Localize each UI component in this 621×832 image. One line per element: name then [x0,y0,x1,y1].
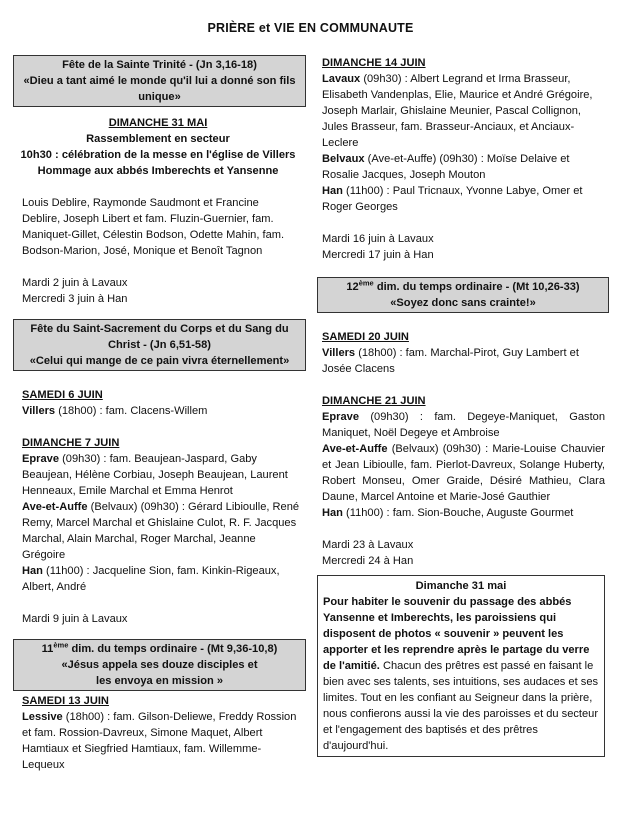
june14-heading: DIMANCHE 14 JUIN [322,57,426,69]
ord11-title [18,641,301,657]
june21-place-3: Han [322,507,343,519]
june21-text-3: (11h00) : fam. Sion-Bouche, Auguste Gourmet [342,507,574,519]
june14-extra2: Mercredi 17 juin à Han [322,249,434,261]
corpus-title: Fête du Saint-Sacrement du Corps et du Sang du Christ - (Jn 6,51-58) [30,323,289,351]
june21-extra1: Mardi 23 à Lavaux [322,539,414,551]
notice-body [323,594,599,754]
june14-text-3: (11h00) : Paul Tricnaux, Yvonne Labye, Omer et Roger Georges [322,185,583,213]
june7-text-1: (09h30) : fam. Beaujean-Jaspard, Gaby Beaujean, Hélène Corbiau, Joseph Beaujean, Laurent Henneaux, Emile Marchal et Emma Henrot [22,453,288,497]
june6-mass [22,403,300,419]
june13-mass [22,709,300,773]
june21-place-2: Ave-et-Auffe [322,443,388,455]
june21-text-1: (09h30) : fam. Degeye-Maniquet, Gaston Maniquet, Noël Degeye et Ambroise [322,411,605,439]
june14-mass-2 [322,151,605,183]
june21-heading: DIMANCHE 21 JUIN [322,395,426,407]
may31-intentions: Louis Deblire, Raymonde Saudmont et Francine Deblire, Joseph Libert et fam. Fluzin-Guernier, fam. Maniquet-Gillet, Célestin Bodson, Odette Mahin, fam. Bodson-Marion, José, Monique et Benoît Tagnon [22,197,285,257]
june20-mass [322,345,605,377]
memorial-notice-box [317,575,605,757]
june14-place-3: Han [322,185,343,197]
ord11-quote-2: les envoya en mission » [95,675,224,687]
ord12-sup: ème [358,278,374,288]
june21-mass-3 [322,505,605,521]
ord12-rest: dim. du temps ordinaire - (Mt 10,26-33) [373,281,580,293]
june13-text: (18h00) : fam. Gilson-Deliewe, Freddy Rossion et fam. Rossion-Davreux, Simone Maquet, Albert Hamtiaux et Siegfried Hamtiaux, fam. Willemme-Lequeux [22,711,297,771]
june14-extra1: Mardi 16 juin à Lavaux [322,233,434,245]
june7-mass-2 [22,499,300,563]
june7-mass-3 [22,563,300,595]
trinity-title: Fête de la Sainte Trinité - (Jn 3,16-18) [62,59,257,71]
june21-extra2: Mercredi 24 à Han [322,555,414,567]
left-column [16,53,300,773]
trinity-quote: «Dieu a tant aimé le monde qu'il lui a donné son fils unique» [23,75,296,103]
june6-place: Villers [22,405,56,417]
june7-text-2: (Belvaux) (09h30) : Gérard Libioulle, René Remy, Marcel Marchal et Ghislaine Culot, R. F. Jacques Marchal, Alain Marchal, Roger Marchal, Jeanne Grégoire [22,501,300,561]
may31-heading: DIMANCHE 31 MAI [108,117,208,129]
june14-place-2: Belvaux [322,153,365,165]
june7-extra1: Mardi 9 juin à Lavaux [22,613,128,625]
june21-text-2: (Belvaux) (09h30) : Marie-Louise Chauvier et Jean Libioulle, fam. Pierlot-Davreux, Solange Huberty, Robert Monseu, Omer Graide, Désiré Mathieu, Clara Daune, Marcel Antoine et Marie-José Gauthier [322,443,605,503]
june21-place-1: Eprave [322,411,360,423]
ord11-num: 11 [41,643,54,655]
ord11-rest: dim. du temps ordinaire - (Mt 9,36-10,8) [68,643,278,655]
notice-bold-text: Pour habiter le souvenir du passage des abbés Yansenne et Imberechts, les paroissiens qui disposent de photos « souvenir » peuvent les apporter et les reprendre après le partage du verre de l'amitié. [323,596,590,672]
june13-heading: SAMEDI 13 JUIN [22,695,109,707]
ord11-quote-1: «Jésus appela ses douze disciples et [61,659,258,671]
may31-section [16,115,300,179]
june21-mass-2 [322,441,605,505]
june6-text: (18h00) : fam. Clacens-Willem [55,405,208,417]
june7-place-2: Ave-et-Auffe [22,501,88,513]
june7-heading: DIMANCHE 7 JUIN [22,437,120,449]
ordinary-11-box [13,639,306,691]
notice-heading: Dimanche 31 mai [415,580,507,592]
may31-line1: Rassemblement en secteur [86,133,230,145]
corpus-quote: «Celui qui mange de ce pain vivra éternellement» [29,355,290,367]
june7-mass-1 [22,451,300,499]
june6-heading: SAMEDI 6 JUIN [22,389,103,401]
june14-mass-1 [322,71,605,151]
ord11-sup: ème [53,640,69,650]
ord12-quote: «Soyez donc sans crainte!» [390,297,536,309]
june7-place-1: Eprave [22,453,60,465]
june14-mass-3 [322,183,605,215]
may31-extra2: Mercredi 3 juin à Han [22,293,128,305]
june7-place-3: Han [22,565,43,577]
ord12-num: 12 [346,281,359,293]
june14-text-1: (09h30) : Albert Legrand et Irma Brasseur, Elisabeth Vandenplas, Elie, Maurice et André Grégoire, Joseph Marlair, Ghislaine Meunier, Pascal Collignon, Jules Brasseur, fam. Brasseur-Anciaux, et Anciaux-Leclere [322,73,593,149]
june20-heading: SAMEDI 20 JUIN [322,331,409,343]
notice-text: Chacun des prêtres est passé en faisant le bien avec ses talents, ses intuitions, ses audaces et ses limites. Tout en les confiant au Seigneur dans la prière, nous confierons aussi la vie des paroisses et du secteur et l'engagement des baptisés et des prêtres d'aujourd'hui. [323,660,599,752]
june21-mass-1 [322,409,605,441]
corpus-christi-box [13,319,306,371]
june14-place-1: Lavaux [322,73,361,85]
ordinary-12-box [317,277,609,313]
trinity-feast-box [13,55,306,107]
june14-text-2: (Ave-et-Auffe) (09h30) : Moïse Delaive et Rosalie Jacques, Joseph Mouton [322,153,570,181]
june20-place: Villers [322,347,356,359]
june7-text-3: (11h00) : Jacqueline Sion, fam. Kinkin-Rigeaux, Albert, André [22,565,280,593]
june13-place: Lessive [22,711,63,723]
may31-line2: 10h30 : célébration de la messe en l'église de Villers [20,149,296,161]
may31-line3: Hommage aux abbés Imberechts et Yansenne [37,165,279,177]
page-title: PRIÈRE et VIE EN COMMUNAUTE [207,21,414,35]
june20-text: (18h00) : fam. Marchal-Pirot, Guy Lambert et Josée Clacens [322,347,579,375]
right-column [317,55,605,757]
ord12-title [322,279,604,295]
may31-extra1: Mardi 2 juin à Lavaux [22,277,128,289]
